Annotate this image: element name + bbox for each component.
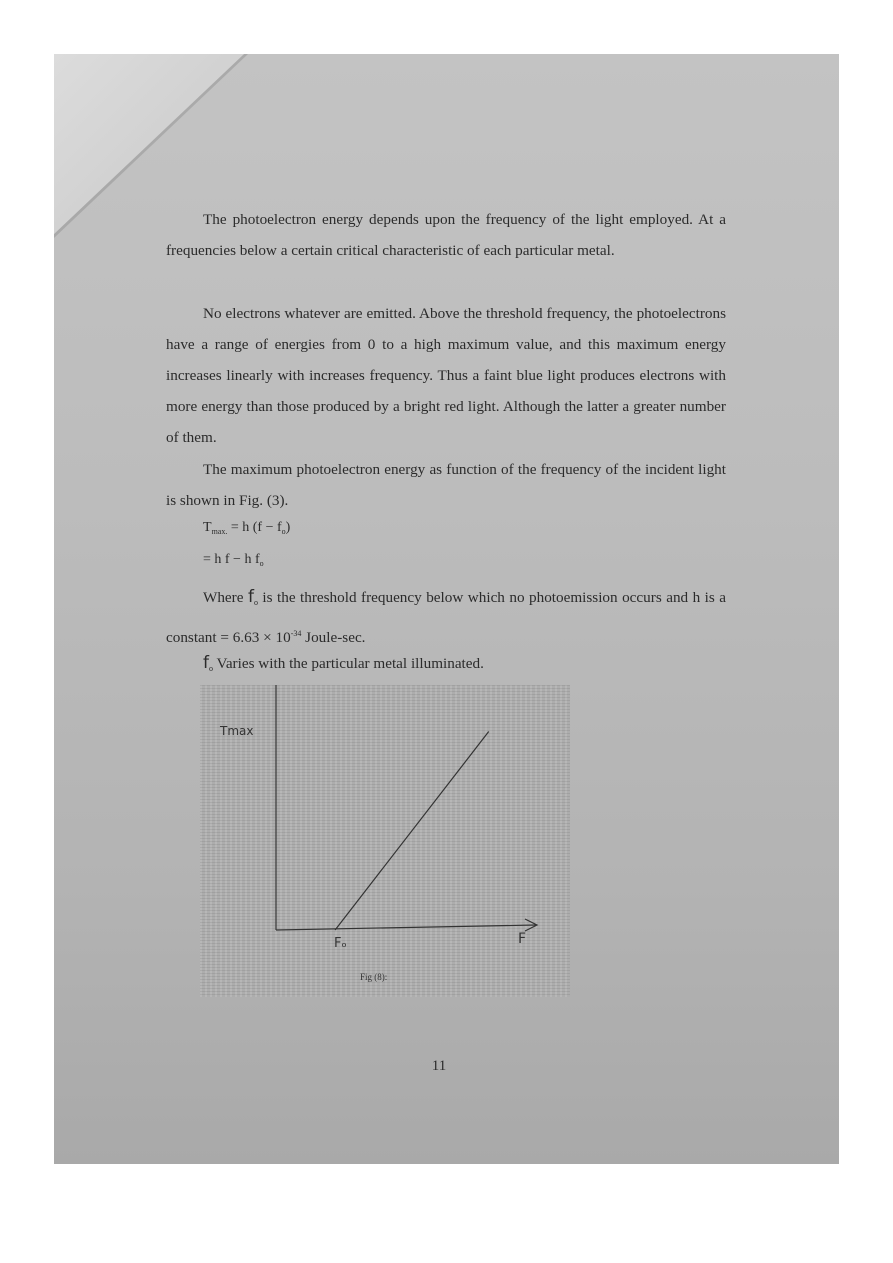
x-axis-label: F — [518, 931, 527, 947]
figure-caption: Fig (8): — [360, 972, 388, 982]
f0-symbol: f — [247, 587, 254, 607]
where-paragraph — [166, 582, 726, 653]
varies-line — [203, 648, 763, 684]
formula-tmax: T — [203, 520, 212, 535]
tmax-vs-frequency-chart — [200, 685, 570, 997]
y-axis-label: Tmax — [220, 724, 254, 738]
formula-tmax-subscript: max. — [211, 527, 228, 536]
series-line-0 — [335, 732, 489, 930]
paragraph-3: The maximum photoelectron energy as function of the frequency of the incident light is shown in Fig. (3). — [166, 461, 726, 509]
where-unit: Joule-sec. — [305, 629, 366, 646]
f0-symbol-2: f — [203, 653, 209, 673]
paragraph-2: No electrons whatever are emitted. Above the threshold frequency, the photoelectrons have a range of energies from 0 to a high maximum value, and this maximum energy increases linearly with increases frequency. Thus a faint blue light produces electrons with more energy than those produced by a bright red light. Although the latter a greater number of them. — [166, 305, 726, 446]
where-text: is the threshold frequency below which no photoemission occurs and h is a constant = 6.63 × 10 — [166, 589, 726, 646]
varies-text: Varies with the particular metal illuminated. — [216, 655, 484, 672]
figure-box — [200, 685, 570, 997]
formula-close-paren: ) — [285, 520, 291, 535]
series-layer — [335, 732, 489, 930]
threshold-label: Fₒ — [334, 936, 347, 951]
page-number: 11 — [431, 1058, 447, 1074]
paragraph-1: The photoelectron energy depends upon the frequency of the light employed. At a frequencies below a certain critical characteristic of each particular metal. — [166, 211, 726, 259]
x-axis — [276, 925, 536, 930]
where-prefix: Where — [203, 589, 244, 606]
formula-line-2 — [203, 552, 264, 568]
formula-f0-subscript: o — [281, 527, 286, 536]
formula-expanded: = h f − h f — [203, 552, 260, 567]
page-photo — [54, 54, 839, 1164]
formula-line-1 — [203, 520, 290, 536]
f0-symbol-subscript: o — [253, 598, 258, 607]
f0-symbol-2-subscript: o — [209, 664, 213, 673]
formula-expanded-subscript: o — [259, 559, 264, 568]
planck-exponent: -34 — [290, 629, 302, 638]
formula-expression: = h (f − f — [230, 520, 282, 535]
paper-sheet — [54, 54, 839, 1164]
